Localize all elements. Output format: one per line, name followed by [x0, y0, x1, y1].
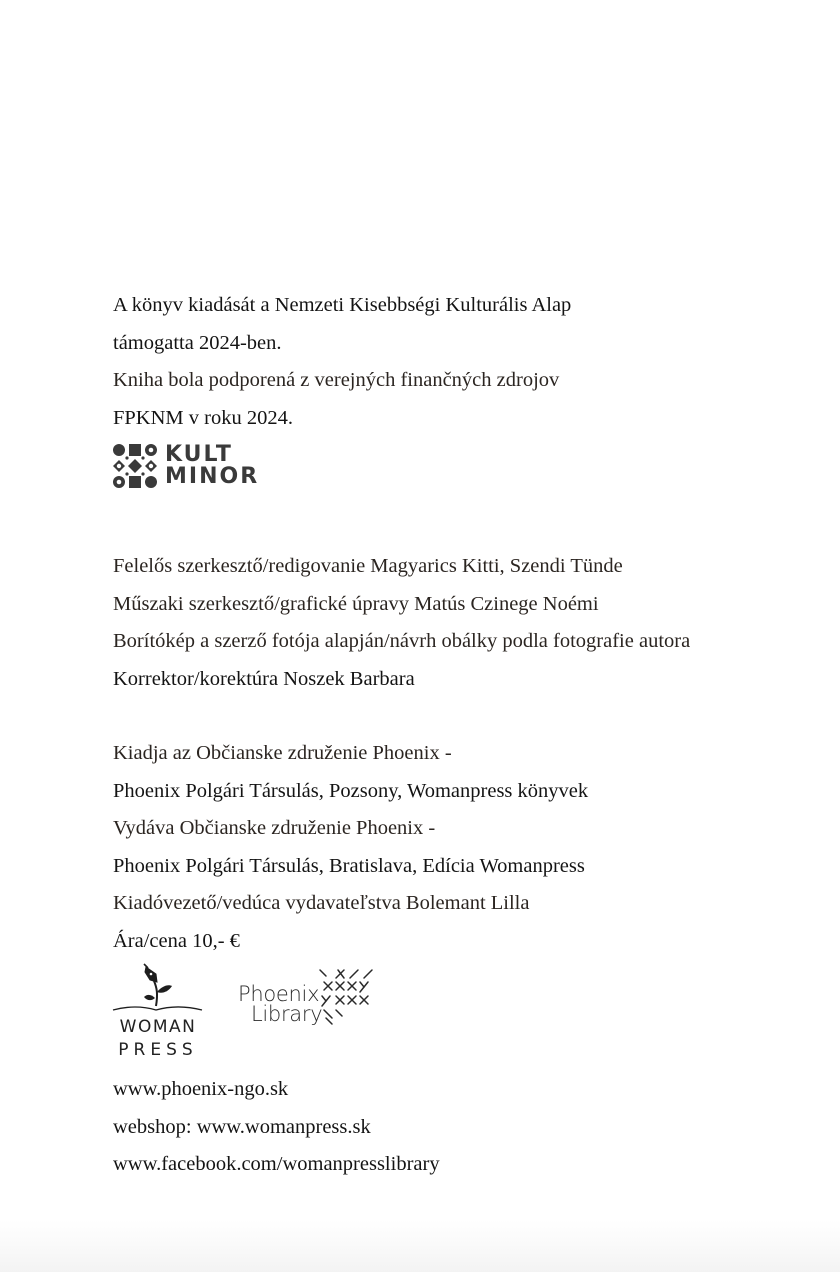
credit-line-technical-editor: Műszaki szerkesztő/grafické úpravy Matús Czinege Noémi [113, 592, 599, 615]
phoenix-website-link[interactable]: www.phoenix-ngo.sk [113, 1078, 289, 1100]
kult-minor-logo [112, 443, 259, 489]
support-statement [113, 287, 571, 437]
kult-minor-pattern-icon [112, 443, 158, 489]
publisher-line-hu-1: Kiadja az Občianske združenie Phoenix - [113, 742, 452, 764]
publisher-line-sk-2: Phoenix Polgári Társulás, Bratislava, Edícia Womanpress [113, 854, 585, 877]
phoenix-wordmark: Phoenix [238, 982, 320, 1006]
fountain-pen-flower-icon [110, 962, 206, 1018]
woman-wordmark: WOMAN [119, 1017, 197, 1037]
price-line: Ára/cena 10,- € [113, 929, 240, 952]
credit-line-proofreader: Korrektor/korektúra Noszek Barbara [113, 667, 415, 690]
editorial-credits [113, 548, 690, 698]
publisher-head-line: Kiadóvezető/vedúca vydavateľstva Bolemant Lilla [113, 892, 530, 914]
facebook-link[interactable]: www.facebook.com/womanpresslibrary [113, 1153, 440, 1175]
library-wordmark: Library [251, 1002, 323, 1026]
support-line-hu-2: támogatta 2024-ben. [113, 331, 282, 354]
support-line-sk-2: FPKNM v roku 2024. [113, 406, 293, 429]
kult-minor-wordmark [165, 444, 259, 488]
publisher-line-hu-2: Phoenix Polgári Társulás, Pozsony, Womanpress könyvek [113, 779, 589, 802]
cross-hatch-pattern-icon [318, 966, 388, 1036]
kult-word: KULT [165, 442, 233, 467]
credit-line-editor: Felelős szerkesztő/redigovanie Magyarics Kitti, Szendi Tünde [113, 555, 623, 577]
publisher-info [113, 735, 588, 960]
web-links [113, 1071, 440, 1184]
press-wordmark: PRESS [118, 1040, 198, 1060]
support-line-sk-1: Kniha bola podporená z verejných finančných zdrojov [113, 369, 560, 391]
publisher-logos [110, 962, 410, 1062]
webshop-link[interactable]: webshop: www.womanpress.sk [113, 1115, 371, 1138]
credit-line-cover: Borítókép a szerző fotója alapján/návrh obálky podla fotografie autora [113, 630, 691, 652]
womanpress-logo [110, 962, 206, 1062]
support-line-hu-1: A könyv kiadását a Nemzeti Kisebbségi Kulturális Alap [113, 294, 572, 316]
minor-word: MINOR [165, 464, 260, 489]
publisher-line-sk-1: Vydáva Občianske združenie Phoenix - [113, 817, 436, 839]
phoenix-library-logo [238, 976, 388, 1046]
